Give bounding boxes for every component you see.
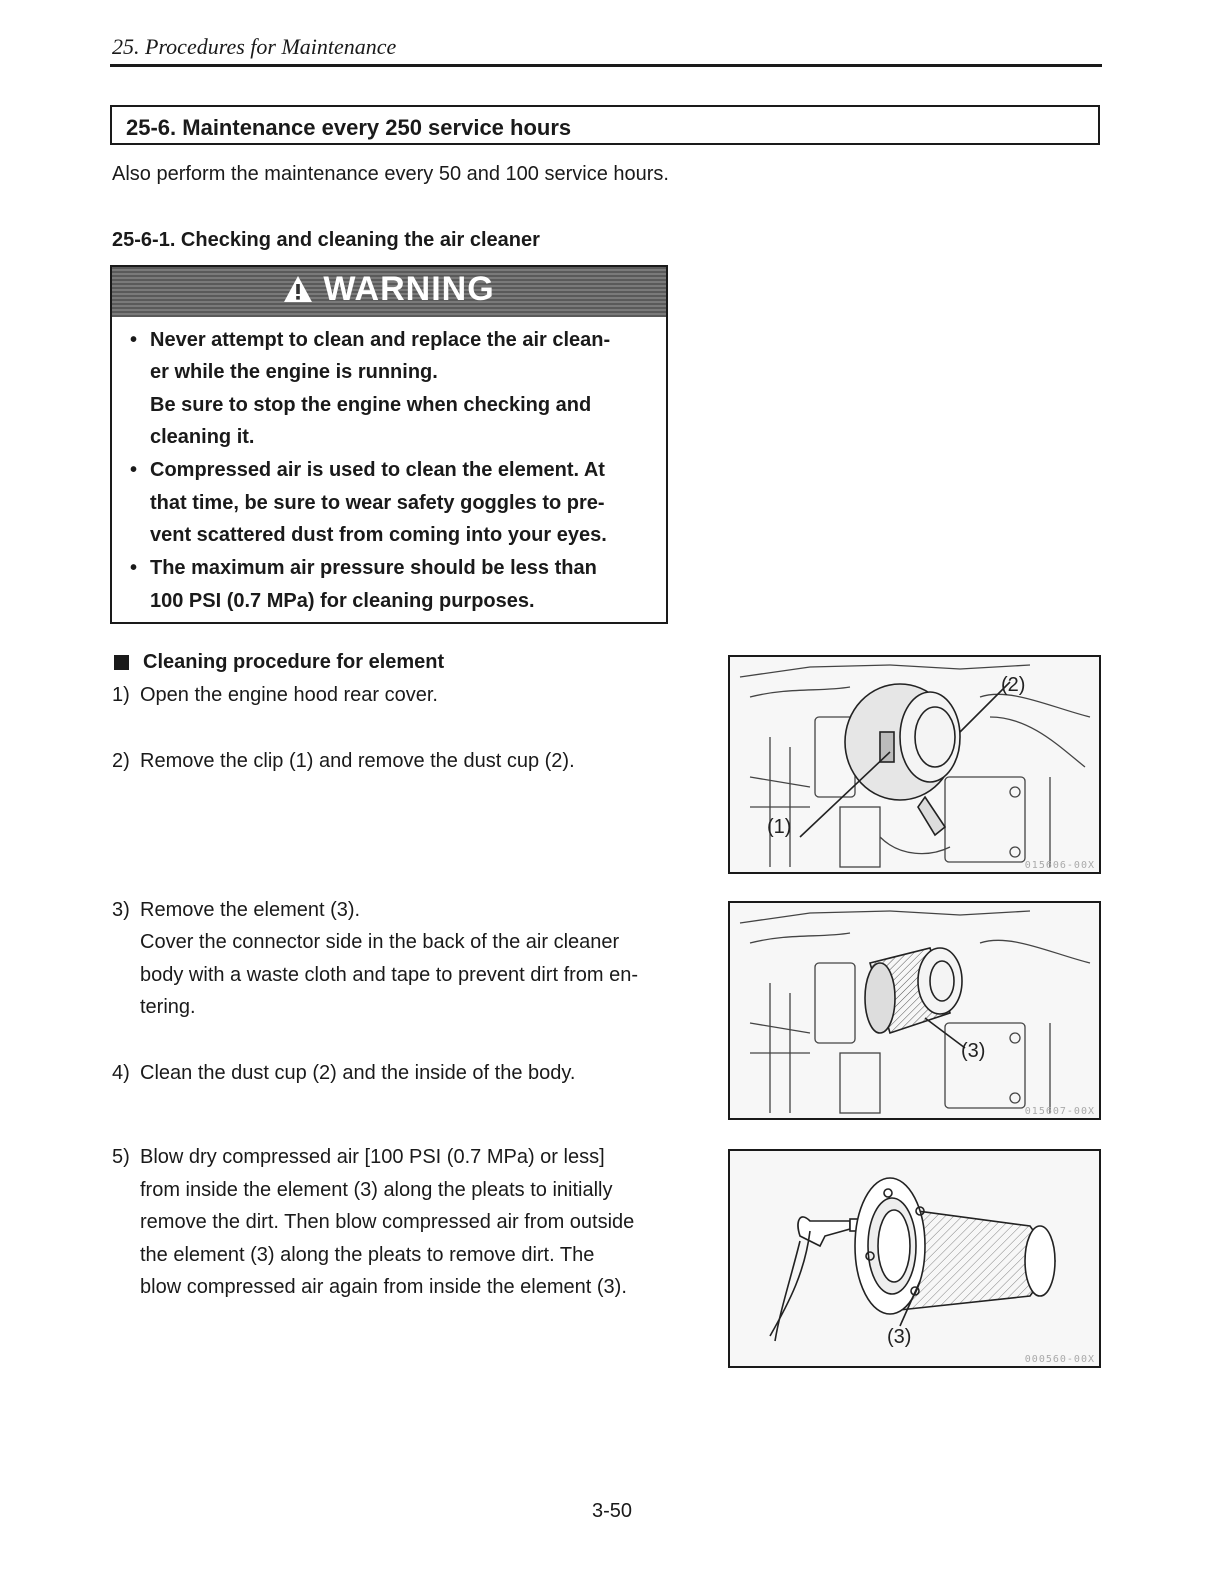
figure-element-removal xyxy=(728,901,1101,1120)
subsection-title: 25-6-1. Checking and cleaning the air cleaner xyxy=(112,229,540,251)
step-text: Cover the connector side in the back of the air cleaner xyxy=(140,931,620,953)
step-number: 4) xyxy=(112,1062,130,1084)
warning-line: cleaning it. xyxy=(150,426,255,448)
warning-line: er while the engine is running. xyxy=(150,361,438,383)
header-rule xyxy=(110,64,1102,67)
warning-bullet: • xyxy=(130,459,138,481)
step-text: body with a waste cloth and tape to prevent dirt from en- xyxy=(140,964,639,986)
section-title: 25-6. Maintenance every 250 service hours xyxy=(126,115,572,140)
warning-heading xyxy=(112,270,666,309)
step-number: 3) xyxy=(112,899,130,921)
step-text: Clean the dust cup (2) and the inside of the body. xyxy=(140,1062,576,1084)
figure-callout: (3) xyxy=(961,1040,986,1062)
step-text: Blow dry compressed air [100 PSI (0.7 MPa) or less] xyxy=(140,1146,605,1168)
step-text: remove the dirt. Then blow compressed air from outside xyxy=(140,1211,635,1233)
figure-callout: (3) xyxy=(887,1326,912,1348)
section-intro: Also perform the maintenance every 50 and 100 service hours. xyxy=(112,163,669,185)
step-text: the element (3) along the pleats to remove dirt. The xyxy=(140,1244,595,1266)
figure-callout: (2) xyxy=(1001,674,1026,696)
warning-triangle-icon xyxy=(283,275,313,303)
figure-code: 015607-00X xyxy=(1024,1106,1095,1117)
step-text: Open the engine hood rear cover. xyxy=(140,684,438,706)
figure-blow-compressed-air xyxy=(728,1149,1101,1368)
figure-dust-cup-removal xyxy=(728,655,1101,874)
step-number: 2) xyxy=(112,750,130,772)
warning-box xyxy=(110,265,668,624)
warning-bullet: • xyxy=(130,329,138,351)
warning-line: Compressed air is used to clean the element. At xyxy=(150,459,605,481)
warning-line: 100 PSI (0.7 MPa) for cleaning purposes. xyxy=(150,590,535,612)
step-text: tering. xyxy=(140,996,196,1018)
step-number: 1) xyxy=(112,684,130,706)
figure-code: 000560-00X xyxy=(1024,1354,1095,1365)
air-gun-element-illustration xyxy=(730,1151,1099,1366)
square-bullet-icon xyxy=(114,655,129,670)
procedure-title: Cleaning procedure for element xyxy=(143,651,445,673)
figure-code: 015606-00X xyxy=(1024,860,1095,871)
warning-line: The maximum air pressure should be less than xyxy=(150,557,597,579)
page-number: 3-50 xyxy=(591,1500,633,1522)
warning-line: that time, be sure to wear safety goggles to pre- xyxy=(150,492,605,514)
step-text: Remove the clip (1) and remove the dust cup (2). xyxy=(140,750,575,772)
warning-bullet: • xyxy=(130,557,138,579)
warning-line: Never attempt to clean and replace the air clean- xyxy=(150,329,611,351)
running-header: 25. Procedures for Maintenance xyxy=(112,34,397,59)
warning-line: vent scattered dust from coming into your eyes. xyxy=(150,524,607,546)
warning-line: Be sure to stop the engine when checking and xyxy=(150,394,592,416)
engine-air-cleaner-illustration xyxy=(730,657,1099,872)
step-text: Remove the element (3). xyxy=(140,899,361,921)
figure-callout: (1) xyxy=(767,816,792,838)
step-text: from inside the element (3) along the pleats to initially xyxy=(140,1179,613,1201)
step-text: blow compressed air again from inside the element (3). xyxy=(140,1276,627,1298)
section-heading-box xyxy=(110,105,1100,145)
step-number: 5) xyxy=(112,1146,130,1168)
engine-element-illustration xyxy=(730,903,1099,1118)
warning-title: WARNING xyxy=(323,270,495,308)
